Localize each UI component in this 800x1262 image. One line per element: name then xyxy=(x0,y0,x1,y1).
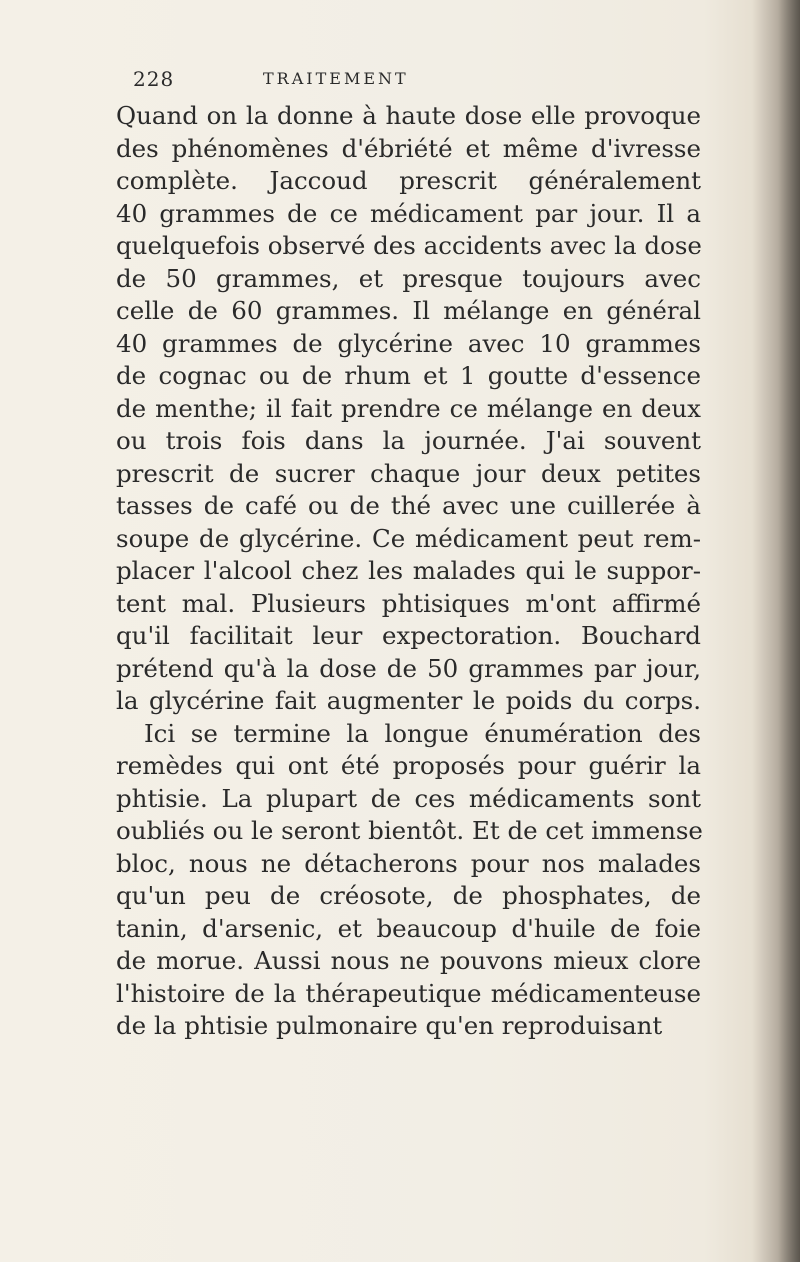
text-line: celle de 60 grammes. Il mélange en général xyxy=(116,296,701,325)
text-line: qu'il facilitait leur expectoration. Bouchard xyxy=(116,621,701,650)
page-edge-shadow xyxy=(778,0,800,1262)
text-line: phtisie. La plupart de ces médicaments sont xyxy=(116,783,701,813)
text-line: Quand on la donne à haute dose elle provoque xyxy=(116,101,701,130)
text-line: 40 grammes de ce médicament par jour. Il a xyxy=(116,198,701,228)
text-line: prétend qu'à la dose de 50 grammes par jour, xyxy=(116,653,701,683)
text-line: de morue. Aussi nous ne pouvons mieux clore xyxy=(116,946,701,975)
text-line: de cognac ou de rhum et 1 goutte d'essence xyxy=(116,361,701,390)
text-line: bloc, nous ne détacherons pour nos malades xyxy=(116,848,701,878)
text-line: remèdes qui ont été proposés pour guérir la xyxy=(116,751,701,780)
page-number: 228 xyxy=(133,67,175,91)
text-line: complète. Jaccoud prescrit généralement xyxy=(116,166,701,195)
text-line: 40 grammes de glycérine avec 10 grammes xyxy=(116,328,701,358)
text-line: de menthe; il fait prendre ce mélange en deux xyxy=(116,393,701,423)
running-head: TRAITEMENT xyxy=(263,69,409,88)
text-line: quelquefois observé des accidents avec la dose xyxy=(116,231,702,260)
text-line: ou trois fois dans la journée. J'ai souvent xyxy=(116,426,701,455)
text-line: des phénomènes d'ébriété et même d'ivresse xyxy=(116,133,701,163)
text-line: placer l'alcool chez les malades qui le suppor- xyxy=(116,556,701,585)
body-text xyxy=(116,100,701,1043)
text-line: soupe de glycérine. Ce médicament peut rem- xyxy=(116,523,701,553)
text-line: de la phtisie pulmonaire qu'en reproduisant xyxy=(116,1011,663,1040)
text-line: tasses de café ou de thé avec une cuillerée à xyxy=(116,491,701,520)
text-line: la glycérine fait augmenter le poids du corps. xyxy=(116,686,701,715)
page-header xyxy=(133,67,693,93)
paragraph-start-line: Ici se termine la longue énumération des xyxy=(144,718,701,748)
text-line: de 50 grammes, et presque toujours avec xyxy=(116,263,701,293)
text-line: prescrit de sucrer chaque jour deux petites xyxy=(116,458,701,488)
text-line: tent mal. Plusieurs phtisiques m'ont affirmé xyxy=(116,588,701,618)
text-line: l'histoire de la thérapeutique médicamenteuse xyxy=(116,978,701,1008)
text-line: oubliés ou le seront bientôt. Et de cet immense xyxy=(116,816,703,845)
text-line: qu'un peu de créosote, de phosphates, de xyxy=(116,881,701,910)
text-line: tanin, d'arsenic, et beaucoup d'huile de foie xyxy=(116,913,701,943)
